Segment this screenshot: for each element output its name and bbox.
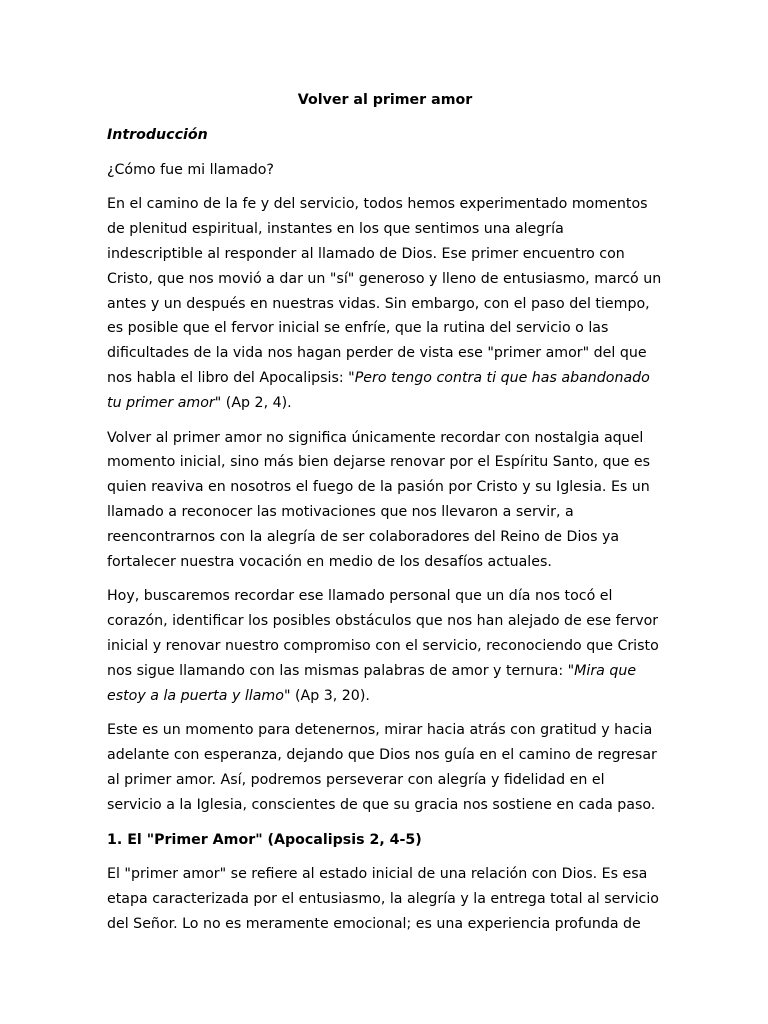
document-page [107, 88, 663, 947]
paragraph-1-text: En el camino de la fe y del servicio, todos hemos experimentado momentos de plenitud espiritual, instantes en los que sentimos una alegría indescriptible al responder al llamado de Dios. Ese primer encuentro con Cristo, que nos movió a dar un "sí" generoso y lleno de entusiasmo, marcó un antes y un después en nuestras vidas. Sin embargo, con el paso del tiempo, es posible que el fervor inicial se enfríe, que la rutina del servicio o las dificultades de la vida nos hagan perder de vista ese "primer amor" del que nos habla el libro del Apocalipsis: " [107, 196, 662, 386]
paragraph-1-quote: Pero tengo contra ti que has abandonado tu primer amor [107, 369, 650, 411]
section-1-heading: 1. El "Primer Amor" (Apocalipsis 2, 4-5) [107, 831, 422, 848]
question-paragraph: ¿Cómo fue mi llamado? [107, 161, 274, 178]
paragraph-4: Este es un momento para detenernos, mirar hacia atrás con gratitud y hacia adelante con esperanza, dejando que Dios nos guía en el camino de regresar al primer amor. Así, podremos perseverar con alegría y fidelidad en el servicio a la Iglesia, conscientes de que su gracia nos sostiene en cada paso. [107, 722, 657, 813]
paragraph-1-citation: " (Ap 2, 4). [214, 394, 292, 411]
document-title: Volver al primer amor [297, 92, 473, 108]
paragraph-3-text: Hoy, buscaremos recordar ese llamado personal que un día nos tocó el corazón, identificar los posibles obstáculos que nos han alejado de ese fervor inicial y renovar nuestro compromiso con el servicio, reconociendo que Cristo nos sigue llamando con las mismas palabras de amor y ternura: " [107, 588, 659, 679]
paragraph-2: Volver al primer amor no significa únicamente recordar con nostalgia aquel momento inicial, sino más bien dejarse renovar por el Espíritu Santo, que es quien reaviva en nosotros el fuego de la pasión por Cristo y su Iglesia. Es un llamado a reconocer las motivaciones que nos llevaron a servir, a reencontrarnos con la alegría de ser colaboradores del Reino de Dios ya fortalecer nuestra vocación en medio de los desafíos actuales. [107, 429, 651, 570]
paragraph-3 [107, 584, 663, 708]
paragraph-5: El "primer amor" se refiere al estado inicial de una relación con Dios. Es esa etapa caracterizada por el entusiasmo, la alegría y la entrega total al servicio del Señor. Lo no es meramente emocional; es una experiencia profunda de [107, 866, 659, 932]
paragraph-3-quote: Mira que estoy a la puerta y llamo [107, 662, 637, 704]
intro-heading: Introducción [107, 126, 208, 143]
paragraph-1 [107, 192, 663, 415]
paragraph-3-citation: " (Ap 3, 20). [283, 687, 370, 704]
